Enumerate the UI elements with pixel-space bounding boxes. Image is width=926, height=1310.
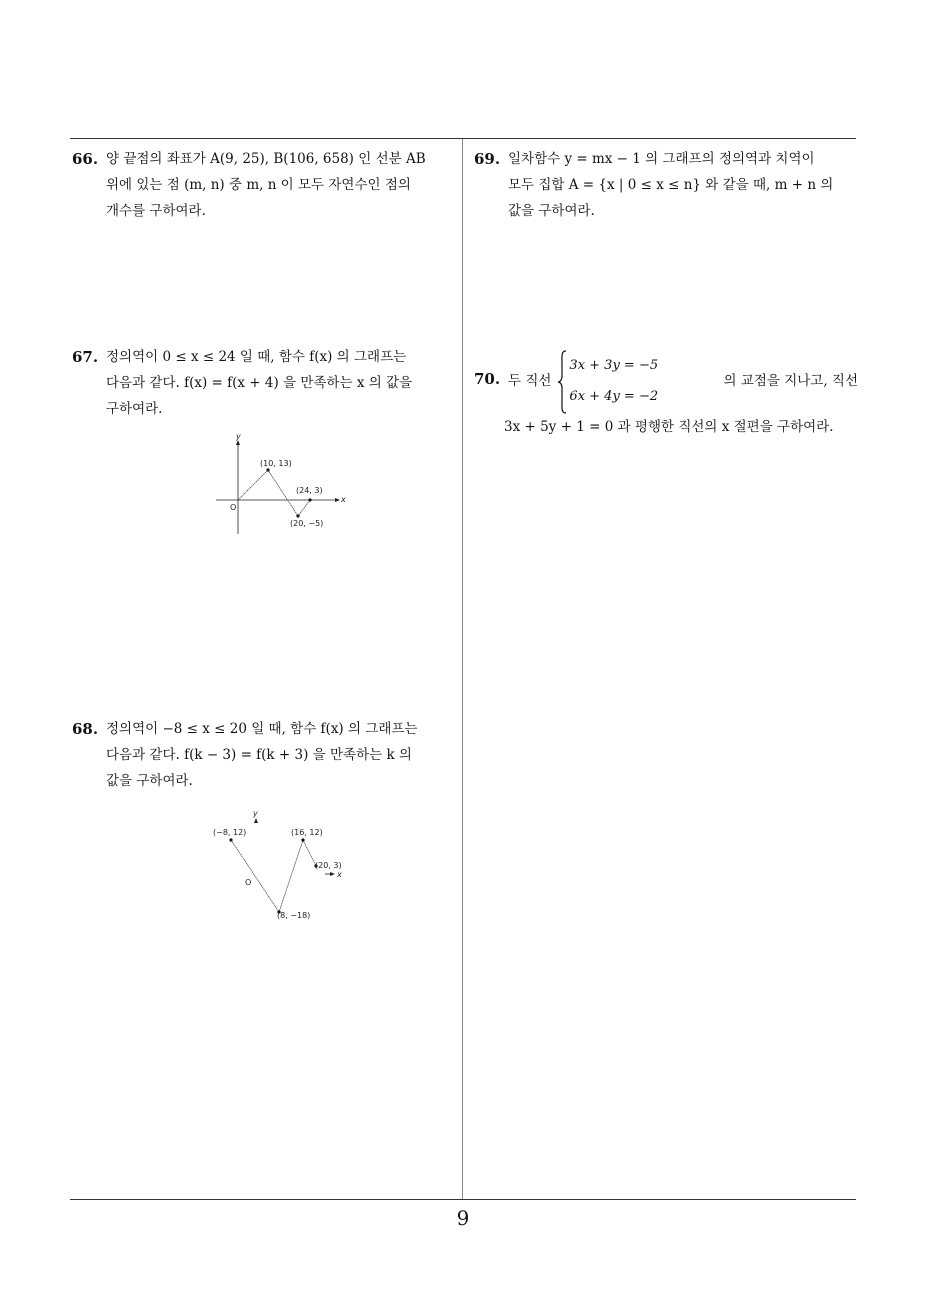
point-label: (8, −18): [277, 911, 311, 920]
problem-66: [72, 146, 456, 224]
point-label: (16, 12): [291, 828, 323, 837]
point-label: (10, 13): [260, 459, 292, 468]
problem-text-line: 구하여라.: [106, 401, 163, 417]
problem-text-line: 다음과 같다. f(x) = f(x + 4) 을 만족하는 x 의 값을: [106, 375, 413, 391]
column-divider: [462, 139, 463, 1200]
problem-68: [72, 716, 456, 794]
equation-system: [557, 350, 658, 412]
brace-icon: [557, 350, 567, 414]
x-axis-label: x: [341, 495, 346, 504]
problem-number: 69.: [474, 150, 501, 168]
graph-67: [210, 430, 360, 540]
equation-2: 6x + 4y = −2: [569, 389, 659, 404]
problem-text-line: 3x + 5y + 1 = 0 과 평행한 직선의 x 절편을 구하여라.: [504, 419, 834, 435]
problem-text-line: 위에 있는 점 (m, n) 중 m, n 이 모두 자연수인 점의: [106, 177, 411, 193]
x-axis-arrow-icon: [335, 498, 340, 502]
problem-69: [474, 146, 858, 224]
point-label: (20, 3): [315, 861, 342, 870]
top-rule: [70, 138, 856, 139]
problem-text-line: 모두 집합 A = {x | 0 ≤ x ≤ n} 와 같을 때, m + n 의: [508, 177, 834, 193]
point-label: (−8, 12): [213, 828, 247, 837]
y-axis-arrow-icon: [254, 818, 258, 823]
problem-67: [72, 344, 456, 422]
point-marker: [229, 838, 232, 841]
problem-text-line: 일차함수 y = mx − 1 의 그래프의 정의역과 치역이: [508, 151, 815, 167]
point-marker: [266, 468, 269, 471]
problem-text-line: 정의역이 −8 ≤ x ≤ 20 일 때, 함수 f(x) 의 그래프는: [106, 721, 418, 737]
bottom-rule: [70, 1199, 856, 1200]
function-graph-line: [231, 840, 316, 912]
point-marker: [296, 514, 299, 517]
y-axis-label: y: [236, 432, 241, 441]
y-axis-label: y: [253, 809, 258, 818]
point-marker: [301, 838, 304, 841]
problem-text-line: 양 끝점의 좌표가 A(9, 25), B(106, 658) 인 선분 AB: [106, 151, 426, 167]
origin-label: O: [245, 878, 252, 887]
problem-text-prefix: 두 직선: [508, 373, 552, 389]
problem-text-line: 값을 구하여라.: [106, 773, 193, 789]
origin-label: O: [230, 503, 237, 512]
problem-text-line: 정의역이 0 ≤ x ≤ 24 일 때, 함수 f(x) 의 그래프는: [106, 349, 407, 365]
point-marker: [308, 498, 311, 501]
problem-70: [474, 348, 858, 440]
x-axis-label: x: [337, 870, 342, 879]
problem-text-line: 값을 구하여라.: [508, 203, 595, 219]
problem-number: 68.: [72, 720, 99, 738]
problem-text-line: 다음과 같다. f(k − 3) = f(k + 3) 을 만족하는 k 의: [106, 747, 412, 763]
problem-number: 70.: [474, 370, 501, 388]
problem-text-line: 개수를 구하여라.: [106, 203, 206, 219]
problem-text-suffix: 의 교점을 지나고, 직선: [723, 373, 858, 389]
graph-68: [205, 806, 365, 926]
equation-1: 3x + 3y = −5: [569, 358, 659, 373]
point-label: (24, 3): [296, 486, 323, 495]
page-number: 9: [456, 1206, 470, 1230]
problem-number: 67.: [72, 348, 99, 366]
point-label: (20, −5): [290, 519, 324, 528]
problem-number: 66.: [72, 150, 99, 168]
